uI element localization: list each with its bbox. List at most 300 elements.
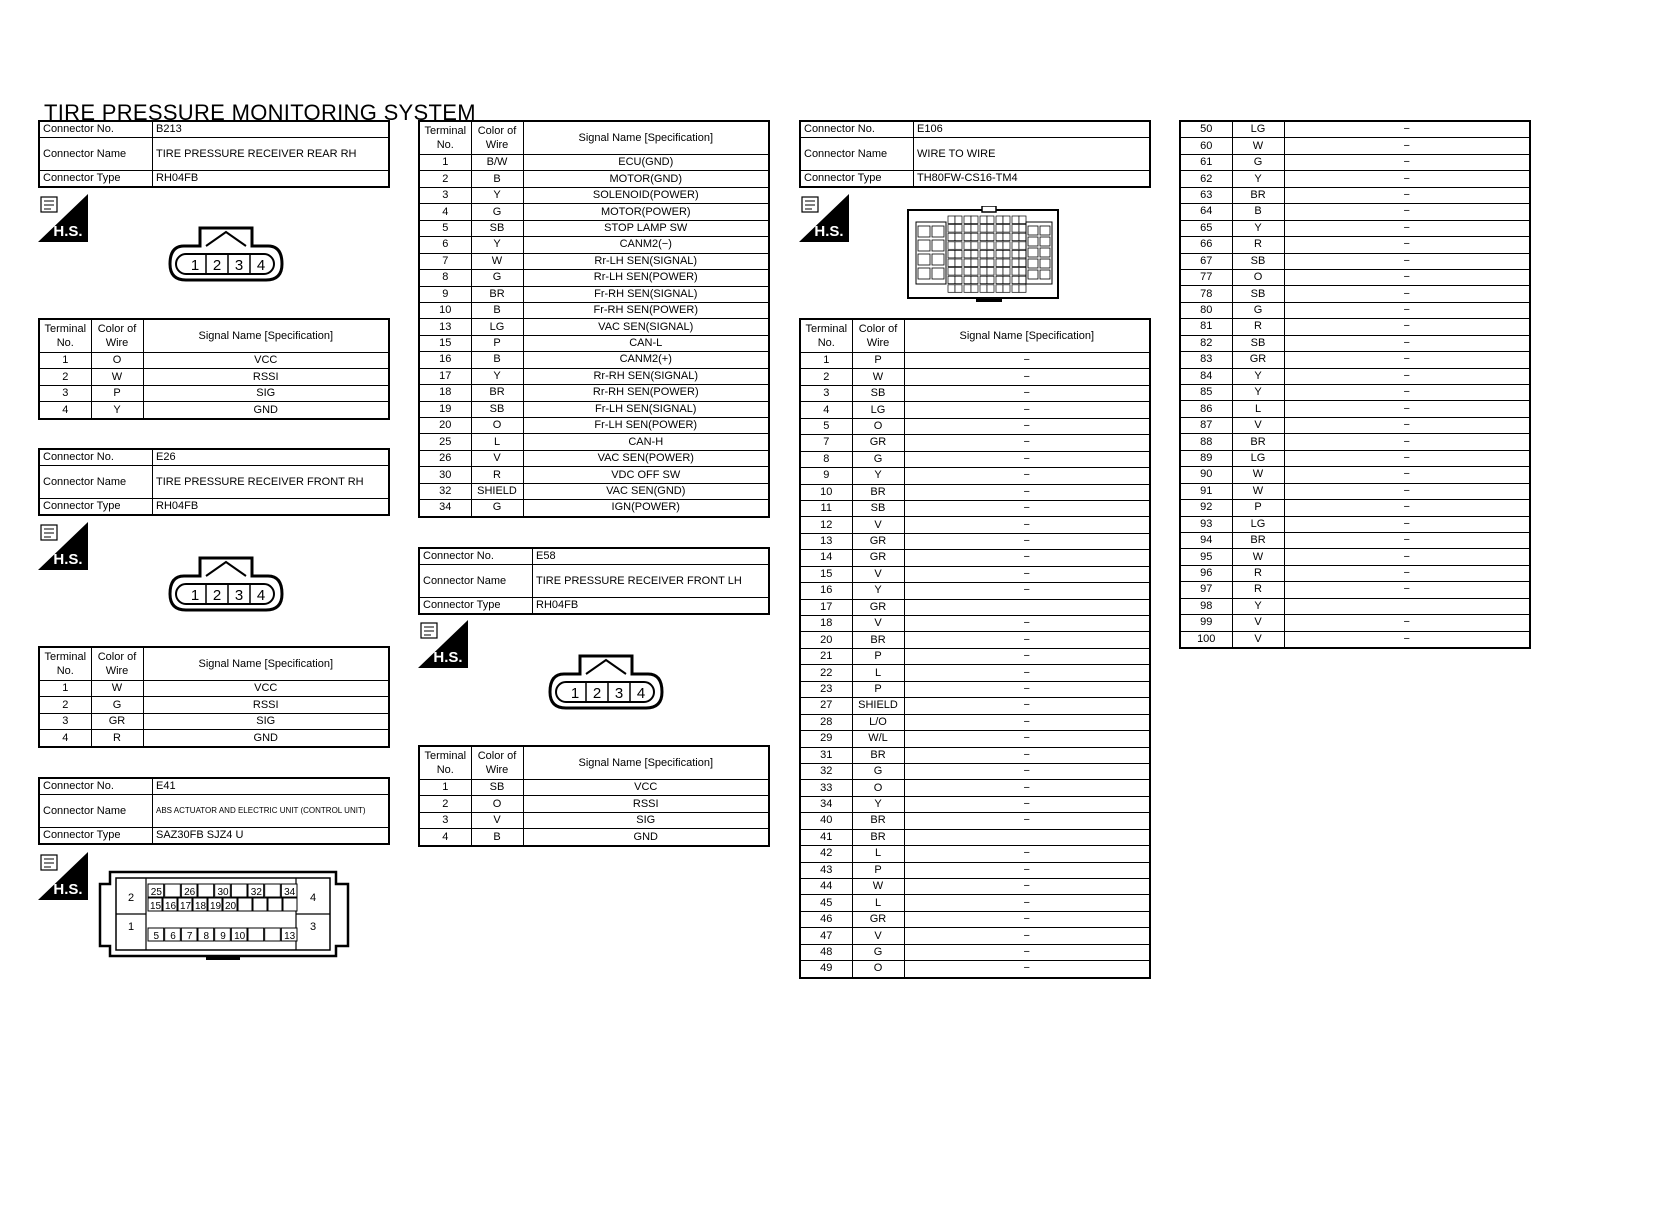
pin-label: 7 xyxy=(186,931,193,942)
table-row xyxy=(800,583,1150,599)
wire-color-cell: G xyxy=(471,204,523,220)
wire-color-cell: Y xyxy=(1232,171,1284,187)
pin-label: 3 xyxy=(614,685,624,702)
table-row xyxy=(419,450,769,466)
terminal-no-cell: 83 xyxy=(1180,352,1232,368)
table-row xyxy=(800,435,1150,451)
table-row xyxy=(800,369,1150,385)
signal-name-cell: − xyxy=(904,517,1150,533)
signal-name-cell: − xyxy=(1284,532,1530,548)
table-row xyxy=(39,369,389,385)
signal-name-cell: − xyxy=(904,451,1150,467)
terminal-no-header: Terminal No. xyxy=(419,121,471,155)
signal-name-cell: − xyxy=(1284,138,1530,154)
table-row xyxy=(419,467,769,483)
wire-color-cell: V xyxy=(1232,615,1284,631)
table-row xyxy=(419,434,769,450)
table-row xyxy=(800,944,1150,960)
wire-color-cell: L xyxy=(1232,401,1284,417)
terminal-no-cell: 1 xyxy=(419,780,471,796)
table-row xyxy=(1180,516,1530,532)
table-row xyxy=(1180,171,1530,187)
pin-label: 2 xyxy=(212,587,222,604)
wire-color-cell: G xyxy=(1232,154,1284,170)
terminal-no-cell: 25 xyxy=(419,434,471,450)
table-row xyxy=(800,747,1150,763)
wire-color-cell: B xyxy=(471,829,523,846)
terminal-no-cell: 82 xyxy=(1180,335,1232,351)
terminal-no-cell: 4 xyxy=(419,829,471,846)
pin-label: 4 xyxy=(256,587,266,604)
signal-name-header: Signal Name [Specification] xyxy=(904,319,1150,353)
connector-type-value: RH04FB xyxy=(533,598,770,615)
pin-label: 17 xyxy=(179,901,192,912)
wire-color-cell: LG xyxy=(1232,516,1284,532)
terminal-no-cell: 5 xyxy=(419,220,471,236)
wire-color-cell: R xyxy=(1232,319,1284,335)
signal-name-cell: − xyxy=(904,435,1150,451)
terminal-no-cell: 18 xyxy=(800,616,852,632)
signal-name-cell: − xyxy=(1284,352,1530,368)
wire-color-cell: P xyxy=(852,862,904,878)
signal-name-cell: RSSI xyxy=(523,796,769,812)
connector-type-label: Connector Type xyxy=(419,598,533,615)
terminal-no-cell: 13 xyxy=(419,319,471,335)
table-row xyxy=(800,681,1150,697)
table-row xyxy=(1180,335,1530,351)
signal-name-cell: RSSI xyxy=(143,369,389,385)
wire-color-cell: B/W xyxy=(471,155,523,171)
table-row xyxy=(1180,302,1530,318)
wire-color-cell: SHIELD xyxy=(852,698,904,714)
terminal-no-cell: 14 xyxy=(800,550,852,566)
wire-color-cell: G xyxy=(471,500,523,517)
pin-label: 13 xyxy=(284,931,296,942)
pin-label: 1 xyxy=(190,587,200,604)
table-row xyxy=(1180,598,1530,614)
terminal-no-cell: 5 xyxy=(800,418,852,434)
table-row xyxy=(800,665,1150,681)
wire-color-cell: L xyxy=(852,846,904,862)
signal-name-cell: − xyxy=(1284,286,1530,302)
terminal-no-cell: 3 xyxy=(419,812,471,828)
table-row xyxy=(1180,532,1530,548)
connector-no-label: Connector No. xyxy=(39,778,153,795)
connector-type-label: Connector Type xyxy=(39,828,153,845)
terminal-no-cell: 77 xyxy=(1180,269,1232,285)
table-row xyxy=(419,401,769,417)
table-row xyxy=(800,961,1150,978)
terminal-no-cell: 60 xyxy=(1180,138,1232,154)
signal-name-cell: − xyxy=(1284,302,1530,318)
table-row xyxy=(419,253,769,269)
signal-name-cell: − xyxy=(1284,615,1530,631)
wire-color-cell: BR xyxy=(852,632,904,648)
signal-name-cell: Fr-LH SEN(SIGNAL) xyxy=(523,401,769,417)
table-row xyxy=(419,270,769,286)
table-row xyxy=(1180,204,1530,220)
signal-name-cell: − xyxy=(904,846,1150,862)
signal-name-header: Signal Name [Specification] xyxy=(523,121,769,155)
terminal-no-cell: 7 xyxy=(419,253,471,269)
terminal-no-cell: 9 xyxy=(419,286,471,302)
pin-label: 2 xyxy=(592,685,602,702)
wire-color-cell: LG xyxy=(1232,121,1284,138)
wire-color-cell: L/O xyxy=(852,714,904,730)
wire-color-cell: O xyxy=(852,961,904,978)
signal-name-cell: − xyxy=(904,911,1150,927)
wire-color-cell: Y xyxy=(852,583,904,599)
signal-name-cell: − xyxy=(1284,549,1530,565)
pin-label: 3 xyxy=(234,587,244,604)
wire-color-cell: R xyxy=(1232,237,1284,253)
table-row xyxy=(1180,368,1530,384)
wire-color-cell: Y xyxy=(852,468,904,484)
connector-no-label: Connector No. xyxy=(800,121,914,138)
terminal-no-cell: 3 xyxy=(419,187,471,203)
connector-name-value: TIRE PRESSURE RECEIVER REAR RH xyxy=(153,138,390,171)
table-row xyxy=(1180,237,1530,253)
table-row xyxy=(1180,154,1530,170)
signal-name-header: Signal Name [Specification] xyxy=(143,319,389,353)
connector-no-value: E41 xyxy=(153,778,390,795)
wire-color-cell: L xyxy=(852,665,904,681)
signal-name-cell: − xyxy=(904,763,1150,779)
wire-color-cell: Y xyxy=(1232,598,1284,614)
signal-name-cell: − xyxy=(1284,269,1530,285)
signal-name-cell: − xyxy=(904,583,1150,599)
signal-name-cell: CANM2(+) xyxy=(523,352,769,368)
terminal-no-cell: 46 xyxy=(800,911,852,927)
terminal-no-cell: 48 xyxy=(800,944,852,960)
connector-e106-diagram xyxy=(906,206,1062,304)
terminal-no-cell: 98 xyxy=(1180,598,1232,614)
table-row xyxy=(39,697,389,713)
signal-name-cell: − xyxy=(1284,516,1530,532)
wire-color-cell: G xyxy=(471,270,523,286)
terminal-no-cell: 20 xyxy=(800,632,852,648)
wire-color-cell: O xyxy=(852,418,904,434)
wire-color-cell: LG xyxy=(471,319,523,335)
signal-name-cell: Fr-RH SEN(POWER) xyxy=(523,302,769,318)
terminal-no-cell: 96 xyxy=(1180,565,1232,581)
terminal-no-cell: 87 xyxy=(1180,417,1232,433)
wire-color-cell: R xyxy=(1232,565,1284,581)
signal-name-cell: − xyxy=(1284,483,1530,499)
terminal-no-cell: 23 xyxy=(800,681,852,697)
terminal-no-cell: 61 xyxy=(1180,154,1232,170)
signal-name-cell: − xyxy=(904,616,1150,632)
table-row xyxy=(1180,417,1530,433)
connector-type-value: RH04FB xyxy=(153,499,390,516)
wire-color-cell: R xyxy=(471,467,523,483)
terminal-no-cell: 10 xyxy=(800,484,852,500)
wire-color-cell: G xyxy=(852,763,904,779)
terminal-no-cell: 17 xyxy=(800,599,852,615)
wire-color-cell: P xyxy=(852,681,904,697)
terminal-no-cell: 3 xyxy=(800,385,852,401)
table-row xyxy=(419,385,769,401)
connector-e41-table xyxy=(418,120,770,518)
terminal-no-cell: 20 xyxy=(419,418,471,434)
table-row xyxy=(800,796,1150,812)
table-row xyxy=(1180,385,1530,401)
wire-color-cell: B xyxy=(471,352,523,368)
wire-color-cell: Y xyxy=(1232,368,1284,384)
wire-color-cell: Y xyxy=(471,187,523,203)
terminal-no-cell: 100 xyxy=(1180,631,1232,648)
wire-color-cell: SB xyxy=(852,385,904,401)
pin-label: 26 xyxy=(184,887,196,898)
terminal-no-cell: 26 xyxy=(419,450,471,466)
wire-color-cell: G xyxy=(852,944,904,960)
wire-color-cell: BR xyxy=(852,484,904,500)
wire-color-cell: W xyxy=(1232,549,1284,565)
table-row xyxy=(1180,187,1530,203)
table-row xyxy=(1180,631,1530,648)
wire-color-cell: W xyxy=(91,681,143,697)
table-row xyxy=(419,204,769,220)
wire-color-cell: BR xyxy=(1232,532,1284,548)
terminal-no-cell: 64 xyxy=(1180,204,1232,220)
table-row xyxy=(800,731,1150,747)
table-row xyxy=(419,155,769,171)
table-row xyxy=(39,353,389,369)
wire-color-cell: W xyxy=(1232,467,1284,483)
terminal-no-cell: 3 xyxy=(39,385,91,401)
signal-name-cell: Fr-LH SEN(POWER) xyxy=(523,418,769,434)
terminal-no-cell: 30 xyxy=(419,467,471,483)
pin-label: 2 xyxy=(127,892,135,904)
wire-color-cell: O xyxy=(91,353,143,369)
terminal-no-cell: 17 xyxy=(419,368,471,384)
terminal-no-cell: 10 xyxy=(419,302,471,318)
wire-color-cell: BR xyxy=(471,385,523,401)
terminal-no-cell: 3 xyxy=(39,713,91,729)
terminal-no-cell: 19 xyxy=(419,401,471,417)
terminal-no-cell: 2 xyxy=(800,369,852,385)
table-row xyxy=(419,187,769,203)
table-row xyxy=(419,500,769,517)
table-row xyxy=(800,353,1150,369)
wire-color-cell: LG xyxy=(1232,450,1284,466)
signal-name-cell: VAC SEN(SIGNAL) xyxy=(523,319,769,335)
wire-color-cell: V xyxy=(852,616,904,632)
terminal-no-cell: 34 xyxy=(419,500,471,517)
connector-no-value: E26 xyxy=(153,449,390,466)
wire-color-cell: G xyxy=(91,697,143,713)
signal-name-cell: − xyxy=(904,813,1150,829)
table-row xyxy=(800,550,1150,566)
signal-name-cell: − xyxy=(904,665,1150,681)
wire-color-cell: GR xyxy=(1232,352,1284,368)
wire-color-cell: SB xyxy=(1232,253,1284,269)
terminal-no-cell: 33 xyxy=(800,780,852,796)
wire-color-cell: GR xyxy=(852,435,904,451)
pin-label: 20 xyxy=(224,901,237,912)
terminal-no-cell: 47 xyxy=(800,928,852,944)
signal-name-cell: GND xyxy=(143,730,389,747)
pin-label: 16 xyxy=(164,901,177,912)
wire-color-cell: P xyxy=(91,385,143,401)
table-row xyxy=(800,599,1150,615)
signal-name-cell: − xyxy=(1284,417,1530,433)
table-row xyxy=(1180,253,1530,269)
table-row xyxy=(800,911,1150,927)
wire-color-cell: GR xyxy=(91,713,143,729)
connector-e26-table xyxy=(38,646,390,748)
terminal-no-cell: 85 xyxy=(1180,385,1232,401)
terminal-no-cell: 8 xyxy=(419,270,471,286)
terminal-no-cell: 18 xyxy=(419,385,471,401)
terminal-no-cell: 86 xyxy=(1180,401,1232,417)
table-row xyxy=(419,812,769,828)
connector-e58-diagram xyxy=(548,652,664,712)
pin-label: 34 xyxy=(284,887,296,898)
connector-e41-info xyxy=(38,777,390,845)
signal-name-cell: − xyxy=(904,796,1150,812)
table-row xyxy=(419,483,769,499)
wire-color-cell: BR xyxy=(1232,187,1284,203)
signal-name-cell: VDC OFF SW xyxy=(523,467,769,483)
signal-name-cell: − xyxy=(904,353,1150,369)
table-row xyxy=(800,714,1150,730)
connector-type-label: Connector Type xyxy=(800,171,914,188)
table-row xyxy=(1180,138,1530,154)
table-row xyxy=(419,302,769,318)
table-row xyxy=(800,500,1150,516)
terminal-no-cell: 31 xyxy=(800,747,852,763)
terminal-no-cell: 4 xyxy=(419,204,471,220)
connector-name-label: Connector Name xyxy=(39,795,153,828)
signal-name-cell: − xyxy=(904,731,1150,747)
connector-e58-info xyxy=(418,547,770,615)
table-header-row xyxy=(419,121,769,155)
pin-label: 4 xyxy=(309,892,317,904)
terminal-no-cell: 4 xyxy=(39,402,91,419)
terminal-no-cell: 15 xyxy=(800,566,852,582)
terminal-no-cell: 80 xyxy=(1180,302,1232,318)
terminal-no-cell: 67 xyxy=(1180,253,1232,269)
table-row xyxy=(800,829,1150,845)
wire-color-cell: O xyxy=(1232,269,1284,285)
terminal-no-cell: 88 xyxy=(1180,434,1232,450)
pin-label: 25 xyxy=(150,887,162,898)
wire-color-cell: P xyxy=(852,353,904,369)
terminal-no-header: Terminal No. xyxy=(39,319,91,353)
wire-color-cell: R xyxy=(1232,582,1284,598)
terminal-no-cell: 1 xyxy=(800,353,852,369)
wire-color-cell: V xyxy=(852,517,904,533)
signal-name-cell: − xyxy=(1284,204,1530,220)
table-row xyxy=(39,713,389,729)
terminal-no-cell: 32 xyxy=(800,763,852,779)
terminal-no-cell: 16 xyxy=(419,352,471,368)
connector-no-value: E106 xyxy=(914,121,1151,138)
signal-name-cell: − xyxy=(904,895,1150,911)
table-row xyxy=(800,484,1150,500)
pin-label: 2 xyxy=(212,257,222,274)
signal-name-cell: − xyxy=(904,928,1150,944)
table-row xyxy=(419,352,769,368)
connector-name-value: TIRE PRESSURE RECEIVER FRONT LH xyxy=(533,565,770,598)
table-row xyxy=(1180,549,1530,565)
pin-label: 32 xyxy=(250,887,262,898)
signal-name-cell: − xyxy=(1284,401,1530,417)
connector-name-label: Connector Name xyxy=(800,138,914,171)
signal-name-cell: − xyxy=(1284,319,1530,335)
wire-color-cell: GR xyxy=(852,599,904,615)
table-row xyxy=(419,418,769,434)
wire-color-cell: SB xyxy=(471,780,523,796)
wire-color-cell: W xyxy=(91,369,143,385)
connector-no-label: Connector No. xyxy=(39,449,153,466)
pin-label: 9 xyxy=(220,931,226,942)
connector-no-value: B213 xyxy=(153,121,390,138)
table-row xyxy=(800,402,1150,418)
signal-name-cell: − xyxy=(904,550,1150,566)
wire-color-cell: W xyxy=(1232,483,1284,499)
pin-label: 1 xyxy=(190,257,200,274)
terminal-no-cell: 89 xyxy=(1180,450,1232,466)
connector-b213-table xyxy=(38,318,390,420)
wire-color-cell: GR xyxy=(852,911,904,927)
pin-label: 8 xyxy=(203,931,210,942)
terminal-no-cell: 7 xyxy=(800,435,852,451)
table-row xyxy=(800,895,1150,911)
wire-color-cell: BR xyxy=(852,747,904,763)
terminal-no-cell: 6 xyxy=(419,237,471,253)
terminal-no-cell: 91 xyxy=(1180,483,1232,499)
table-row xyxy=(1180,483,1530,499)
terminal-no-cell: 44 xyxy=(800,879,852,895)
signal-name-cell: − xyxy=(1284,385,1530,401)
terminal-no-cell: 15 xyxy=(419,335,471,351)
signal-name-cell: VAC SEN(POWER) xyxy=(523,450,769,466)
signal-name-cell: − xyxy=(904,484,1150,500)
connector-name-value: WIRE TO WIRE xyxy=(914,138,1151,171)
pin-label: 5 xyxy=(153,931,160,942)
signal-name-cell: − xyxy=(1284,631,1530,648)
terminal-no-cell: 21 xyxy=(800,648,852,664)
terminal-no-cell: 99 xyxy=(1180,615,1232,631)
wire-color-cell: W xyxy=(852,369,904,385)
wire-color-cell: O xyxy=(852,780,904,796)
table-row xyxy=(800,648,1150,664)
table-row xyxy=(800,566,1150,582)
terminal-no-cell: 97 xyxy=(1180,582,1232,598)
wire-color-cell: GR xyxy=(852,550,904,566)
connector-no-value: E58 xyxy=(533,548,770,565)
signal-name-cell: − xyxy=(1284,582,1530,598)
terminal-no-cell: 84 xyxy=(1180,368,1232,384)
signal-name-cell: − xyxy=(904,879,1150,895)
table-row xyxy=(419,171,769,187)
terminal-no-cell: 16 xyxy=(800,583,852,599)
pin-label: 10 xyxy=(234,931,246,942)
wire-color-cell: W xyxy=(852,879,904,895)
terminal-no-cell: 78 xyxy=(1180,286,1232,302)
terminal-no-cell: 95 xyxy=(1180,549,1232,565)
pin-label: 4 xyxy=(636,685,646,702)
connector-e26-diagram xyxy=(168,554,284,614)
signal-name-cell: VCC xyxy=(143,353,389,369)
wire-color-cell: P xyxy=(1232,500,1284,516)
table-row xyxy=(1180,467,1530,483)
signal-name-cell: MOTOR(GND) xyxy=(523,171,769,187)
signal-name-cell: − xyxy=(904,714,1150,730)
signal-name-cell: − xyxy=(1284,434,1530,450)
